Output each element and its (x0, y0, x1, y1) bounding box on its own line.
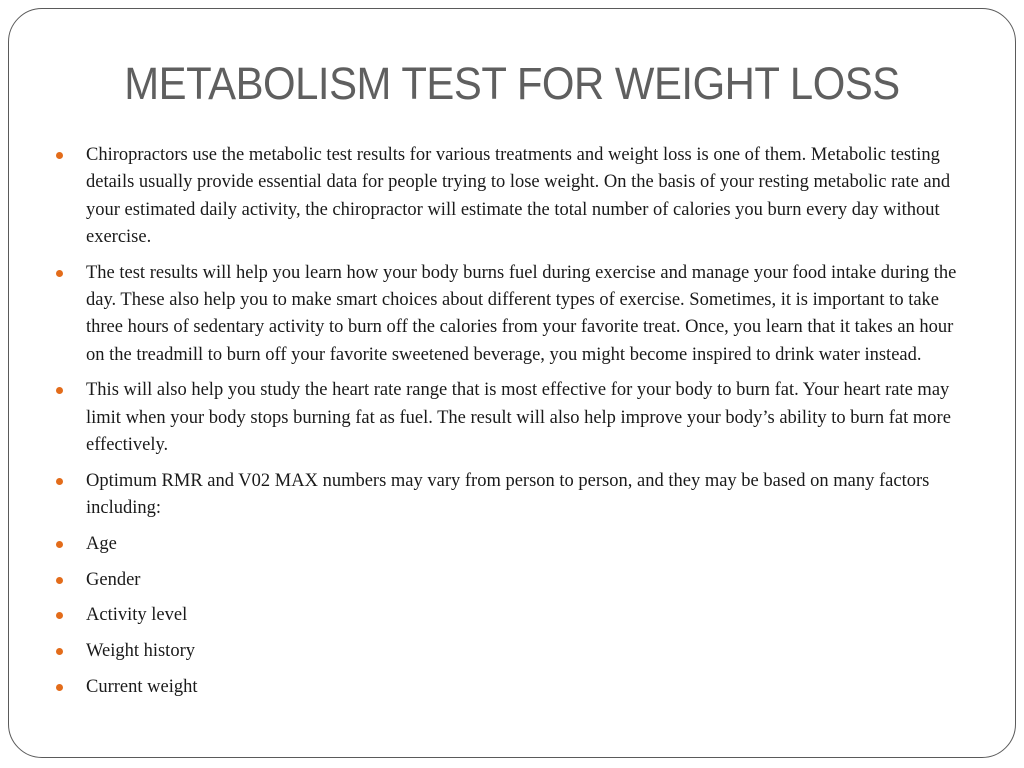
bullet-item (56, 260, 966, 369)
bullet-dot-icon (56, 684, 63, 691)
bullet-dot-icon (56, 577, 63, 584)
bullet-dot-icon (56, 270, 63, 277)
bullet-item (56, 602, 966, 629)
bullet-dot-icon (56, 648, 63, 655)
bullet-item (56, 567, 966, 594)
slide-title: METABOLISM TEST FOR WEIGHT LOSS (124, 58, 900, 109)
bullet-text: Gender (86, 569, 141, 590)
bullet-item (56, 468, 966, 523)
bullet-text: This will also help you study the heart rate range that is most effective for your body to burn fat. Your heart rate may limit when your body stops burning fat as fuel. The result will also help improve your body’s ability to burn fat more effectively. (86, 380, 951, 455)
bullet-text: Chiropractors use the metabolic test results for various treatments and weight loss is one of them. Metabolic testing details usually provide essential data for people trying to lose weight. On the basis of your resting metabolic rate and your estimated daily activity, the chiropractor will estimate the total number of calories you burn every day without exercise. (86, 145, 951, 247)
bullet-item (56, 674, 966, 701)
bullet-text: Optimum RMR and V02 MAX numbers may vary from person to person, and they may be based on many factors including: (86, 470, 930, 519)
bullet-text: Activity level (86, 605, 188, 626)
bullet-list (56, 142, 966, 710)
bullet-item (56, 638, 966, 665)
bullet-dot-icon (56, 541, 63, 548)
bullet-dot-icon (56, 612, 63, 619)
bullet-dot-icon (56, 387, 63, 394)
bullet-dot-icon (56, 478, 63, 485)
bullet-item (56, 377, 966, 459)
bullet-item (56, 531, 966, 558)
bullet-dot-icon (56, 152, 63, 159)
bullet-text: Current weight (86, 677, 198, 698)
bullet-text: Weight history (86, 641, 195, 662)
bullet-text: Age (86, 533, 117, 554)
bullet-text: The test results will help you learn how your body burns fuel during exercise and manage your food intake during the day. These also help you to make smart choices about different types of exercise. Sometimes, it is important to take three hours of sedentary activity to burn off the calories from your favorite treat. Once, you learn that it takes an hour on the treadmill to burn off your favorite sweetened beverage, you might become inspired to drink water instead. (86, 262, 957, 365)
bullet-item (56, 142, 966, 251)
